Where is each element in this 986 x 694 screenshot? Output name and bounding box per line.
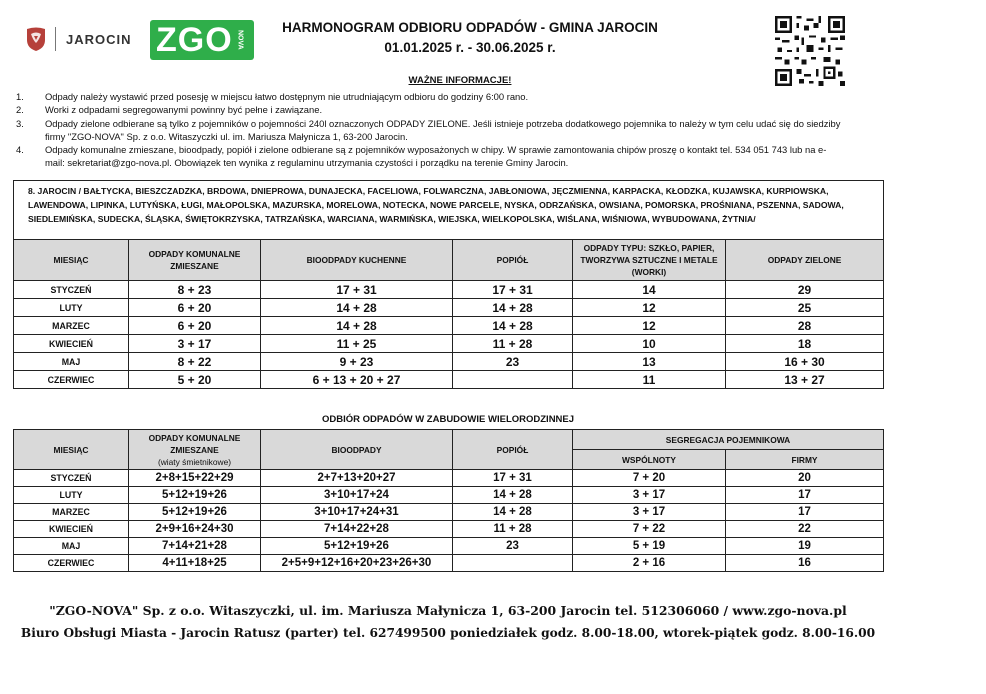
ash-cell: 17 + 31 (453, 281, 573, 299)
kitchen-bio-cell: 11 + 25 (261, 335, 453, 353)
ash-cell: 11 + 28 (453, 521, 573, 538)
info-item-number: 2. (16, 104, 24, 116)
kitchen-bio-cell: 14 + 28 (261, 299, 453, 317)
recyclables-cell: 10 (573, 335, 726, 353)
ash-cell (453, 371, 573, 389)
column-header-mixed (129, 430, 261, 470)
table-row (14, 335, 884, 353)
month-cell: MAJ (14, 353, 129, 371)
mixed-waste-cell: 8 + 23 (129, 281, 261, 299)
companies-cell: 17 (726, 504, 884, 521)
kitchen-bio-cell: 9 + 23 (261, 353, 453, 371)
shared-cell: 7 + 22 (573, 521, 726, 538)
shared-cell: 2 + 16 (573, 555, 726, 572)
month-cell: LUTY (14, 487, 129, 504)
recyclables-cell: 12 (573, 299, 726, 317)
month-cell: CZERWIEC (14, 555, 129, 572)
mixed-waste-cell: 7+14+21+28 (129, 538, 261, 555)
column-header: WSPÓLNOTY (573, 450, 726, 470)
month-cell: KWIECIEŃ (14, 335, 129, 353)
shared-cell: 3 + 17 (573, 504, 726, 521)
bio-cell: 2+7+13+20+27 (261, 470, 453, 487)
table-row (14, 538, 884, 555)
recyclables-cell: 13 (573, 353, 726, 371)
ash-cell: 14 + 28 (453, 317, 573, 335)
table-row (14, 281, 884, 299)
info-item-text: Odpady komunalne zmieszane, bioodpady, popiół i zielone odbierane są z pojemników wyposażonych w chipy. W sprawie zamontowania chipów proszę o kontakt tel. 534 051 743 lub na e-mail: sekretariat@zgo-nova.pl. Obowiązek ten wynika z regulaminu utrzymania czystości i porządku na terenie Gminy Jarocin. (45, 144, 827, 169)
month-cell: MARZEC (14, 504, 129, 521)
recyclables-cell: 11 (573, 371, 726, 389)
green-waste-cell: 29 (726, 281, 884, 299)
mixed-waste-cell: 5+12+19+26 (129, 487, 261, 504)
table-row (14, 353, 884, 371)
column-header: MIESIĄC (14, 430, 129, 470)
info-item-number: 3. (16, 117, 24, 129)
jarocin-logo-text: JAROCIN (66, 31, 132, 47)
column-header: POPIÓŁ (453, 430, 573, 470)
shared-cell: 3 + 17 (573, 487, 726, 504)
kitchen-bio-cell: 14 + 28 (261, 317, 453, 335)
shared-cell: 5 + 19 (573, 538, 726, 555)
table-row (14, 371, 884, 389)
ash-cell: 14 + 28 (453, 299, 573, 317)
kitchen-bio-cell: 6 + 13 + 20 + 27 (261, 371, 453, 389)
month-cell: KWIECIEŃ (14, 521, 129, 538)
column-header-mixed-note: (wiaty śmietnikowe) (157, 456, 232, 467)
multi-family-title: ODBIÓR ODPADÓW W ZABUDOWIE WIELORODZINNEJ (321, 414, 575, 425)
green-waste-cell: 16 + 30 (726, 353, 884, 371)
table-row (14, 521, 884, 538)
month-cell: MAJ (14, 538, 129, 555)
column-header: MIESIĄC (14, 240, 129, 281)
companies-cell: 22 (726, 521, 884, 538)
info-item (16, 143, 846, 170)
bio-cell: 2+5+9+12+16+20+23+26+30 (261, 555, 453, 572)
green-waste-cell: 28 (726, 317, 884, 335)
month-cell: MARZEC (14, 317, 129, 335)
companies-cell: 17 (726, 487, 884, 504)
column-header: BIOODPADY (261, 430, 453, 470)
mixed-waste-cell: 8 + 22 (129, 353, 261, 371)
column-header: ODPADY TYPU: SZKŁO, PAPIER, TWORZYWA SZTUCZNE I METALE (WORKI) (573, 240, 726, 281)
column-header-mixed-title: ODPADY KOMUNALNE ZMIESZANE (148, 432, 241, 455)
column-header: BIOODPADY KUCHENNE (261, 240, 453, 281)
ash-cell: 23 (453, 538, 573, 555)
mixed-waste-cell: 6 + 20 (129, 317, 261, 335)
info-item-number: 1. (16, 91, 24, 102)
mixed-waste-cell: 5+12+19+26 (129, 504, 261, 521)
info-item (16, 90, 846, 103)
shared-cell: 7 + 20 (573, 470, 726, 487)
table-row (14, 317, 884, 335)
info-item (16, 103, 846, 116)
schedule-table-single-family (13, 180, 884, 389)
info-heading: WAŻNE INFORMACJE! (408, 75, 512, 86)
title-line-2: 01.01.2025 r. - 30.06.2025 r. (384, 40, 556, 55)
green-waste-cell: 25 (726, 299, 884, 317)
mixed-waste-cell: 6 + 20 (129, 299, 261, 317)
zgo-nova-logo (150, 20, 254, 60)
mixed-waste-cell: 2+9+16+24+30 (129, 521, 261, 538)
table-row (14, 470, 884, 487)
table-row (14, 299, 884, 317)
info-item-text: Odpady zielone odbierane są tylko z pojemników o pojemności 240l oznaczonych ODPADY ZIELONE. Jeśli istnieje potrzeba dodatkowego pojemnika to należy w tym celu udać się do siedziby firmy "ZGO-NOVA" Sp. z o.o. Witaszyczki ul. im. Mariusza Małynicza 1, 63-200 Jarocin. (45, 117, 841, 142)
schedule-table-multi-family (13, 429, 884, 572)
bio-cell: 3+10+17+24+31 (261, 504, 453, 521)
company-contact: "ZGO-NOVA" Sp. z o.o. Witaszyczki, ul. im. Mariusza Małynicza 1, 63-200 Jarocin tel. 512306060 / www.zgo-nova.pl (49, 603, 847, 618)
column-header: POPIÓŁ (453, 240, 573, 281)
info-item-text: Worki z odpadami segregowanymi powinny być pełne i zawiązane. (45, 104, 323, 116)
street-list: 8. JAROCIN / BAŁTYCKA, BIESZCZADZKA, BRDOWA, DNIEPROWA, DUNAJECKA, FACELIOWA, FOLWARCZNA, JABŁONIOWA, JĘCZMIENNA, KARPACKA, KŁODZKA, KUJAWSKA, KURPIOWSKA, LAWENDOWA, LIPINKA, LUTYŃSKA, ŁUGI, MAŁOPOLSKA, MAZURSKA, MORELOWA, NOTECKA, NOWE PARCELE, NYSKA, ODRZAŃSKA, OWSIANA, POMORSKA, PROŚNIANA, PSZENNA, SADOWA, SIEDLEMIŃSKA, SUDECKA, ŚLĄSKA, ŚWIĘTOKRZYSKA, TATRZAŃSKA, WARCIANA, WARMIŃSKA, WIEJSKA, WIELKOPOLSKA, WIŚLANA, WIŚNIOWA, WYBUDOWANA, ŻYTNIA/ (14, 181, 884, 240)
zgo-logo-text: ZGO (156, 20, 233, 59)
month-cell: STYCZEŃ (14, 470, 129, 487)
kitchen-bio-cell: 17 + 31 (261, 281, 453, 299)
mixed-waste-cell: 3 + 17 (129, 335, 261, 353)
table-header-row (14, 240, 884, 281)
table-header-row (14, 430, 884, 450)
companies-cell: 19 (726, 538, 884, 555)
logo-divider (55, 27, 56, 51)
zgo-logo-sub: NOVA (236, 30, 244, 50)
ash-cell (453, 555, 573, 572)
recyclables-cell: 12 (573, 317, 726, 335)
green-waste-cell: 13 + 27 (726, 371, 884, 389)
column-header: ODPADY KOMUNALNE ZMIESZANE (129, 240, 261, 281)
table-row (14, 555, 884, 572)
bio-cell: 3+10+17+24 (261, 487, 453, 504)
info-list (16, 90, 846, 170)
recyclables-cell: 14 (573, 281, 726, 299)
jarocin-logo (25, 24, 165, 54)
column-header: ODPADY ZIELONE (726, 240, 884, 281)
green-waste-cell: 18 (726, 335, 884, 353)
column-header: FIRMY (726, 450, 884, 470)
qr-code-icon[interactable] (775, 16, 845, 86)
table-row (14, 487, 884, 504)
ash-cell: 14 + 28 (453, 504, 573, 521)
month-cell: LUTY (14, 299, 129, 317)
mixed-waste-cell: 4+11+18+25 (129, 555, 261, 572)
info-item (16, 117, 846, 144)
info-item-text: Odpady należy wystawić przed posesję w miejscu łatwo dostępnym nie utrudniającym odbioru do godziny 6:00 rano. (45, 91, 529, 102)
month-cell: STYCZEŃ (14, 281, 129, 299)
jarocin-crest-icon (25, 26, 47, 52)
page-title (250, 18, 690, 58)
mixed-waste-cell: 5 + 20 (129, 371, 261, 389)
mixed-waste-cell: 2+8+15+22+29 (129, 470, 261, 487)
column-header-group: SEGREGACJA POJEMNIKOWA (573, 430, 884, 450)
office-hours: Biuro Obsługi Miasta - Jarocin Ratusz (parter) tel. 627499500 poniedziałek godz. 8.00-18.00, wtorek-piątek godz. 8.00-16.00 (20, 626, 876, 640)
month-cell: CZERWIEC (14, 371, 129, 389)
ash-cell: 11 + 28 (453, 335, 573, 353)
ash-cell: 23 (453, 353, 573, 371)
info-item-number: 4. (16, 144, 24, 156)
ash-cell: 14 + 28 (453, 487, 573, 504)
bio-cell: 5+12+19+26 (261, 538, 453, 555)
ash-cell: 17 + 31 (453, 470, 573, 487)
companies-cell: 16 (726, 555, 884, 572)
title-line-1: HARMONOGRAM ODBIORU ODPADÓW - GMINA JAROCIN (282, 20, 658, 35)
bio-cell: 7+14+22+28 (261, 521, 453, 538)
companies-cell: 20 (726, 470, 884, 487)
table-row (14, 504, 884, 521)
